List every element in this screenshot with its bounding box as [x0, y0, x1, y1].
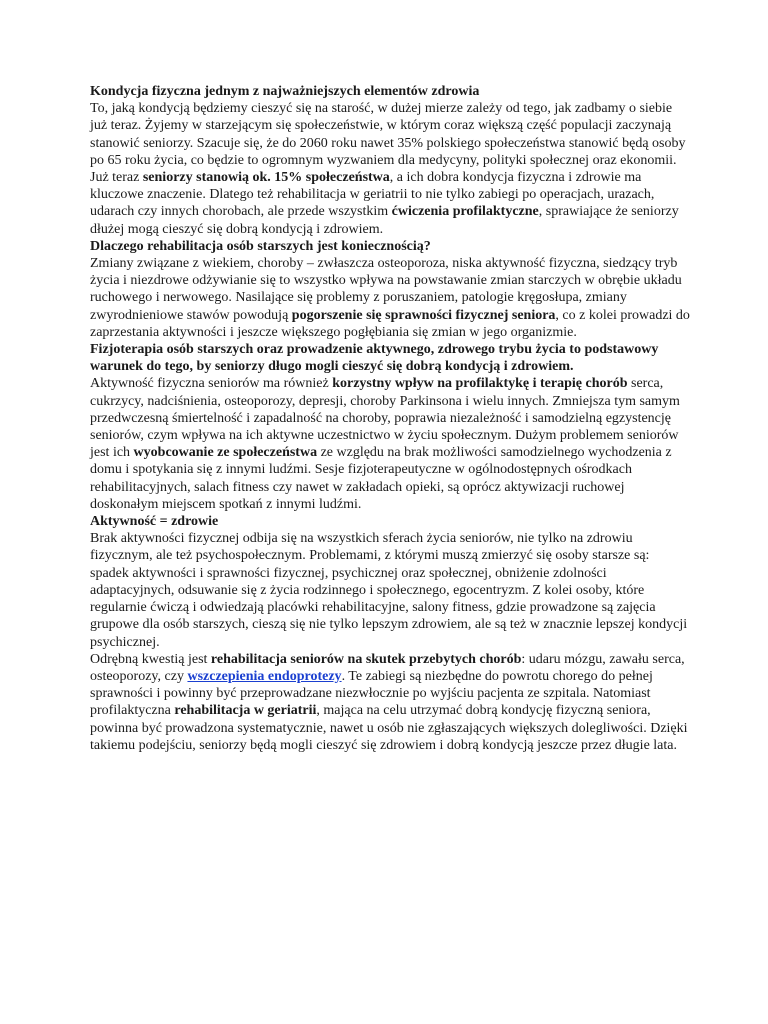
bold-text: rehabilitacja seniorów na skutek przebytych chorób	[210, 651, 522, 667]
endoprosthesis-link[interactable]: wszczepienia endoprotezy	[187, 668, 342, 684]
bold-text: seniorzy stanowią ok. 15% społeczeństwa	[142, 170, 390, 186]
heading-why-rehabilitation	[90, 238, 690, 255]
text-run: , co z kolei prowadzi do zaprzestania aktywności i jeszcze większego pogłębiania się zmian w jego organizmie.	[90, 307, 690, 340]
text-run: . Te zabiegi są niezbędne do powrotu chorego do pełnej sprawności i powinny być przeprowadzane niezwłocznie po wyjściu pacjenta ze szpitala. Natomiast profilaktyczna	[90, 668, 653, 719]
text-run: ze względu na brak możliwości samodzielnego wychodzenia z domu i spotykania się z innymi ludźmi. Sesje fizjoterapeutyczne w ogólnodostępnych ośrodkach rehabilitacyjnych, salach fitness czy nawet w zakładach opieki, są oprócz aktywizacji ruchowej doskonałym miejscem spotkań z innymi ludźmi.	[90, 445, 672, 512]
text-run: , mająca na celu utrzymać dobrą kondycję fizyczną seniora, powinna być prowadzona systematycznie, nawet u osób nie zgłaszających większych dolegliwości. Dzięki takiemu podejściu, seniorzy będą mogli cieszyć się zdrowiem i dobrą kondycją jeszcze przez długie lata.	[90, 703, 688, 753]
heading-physiotherapy	[90, 341, 690, 375]
heading-text: Fizjoterapia osób starszych oraz prowadzenie aktywnego, zdrowego trybu życia to podstawowy warunek do tego, by seniorzy długo mogli cieszyć się dobrą kondycją i zdrowiem.	[90, 342, 659, 375]
heading-physical-condition	[90, 83, 690, 100]
text-run: To, jaką kondycją będziemy cieszyć się na starość, w dużej mierze zależy od tego, jak zadbamy o siebie już teraz. Żyjemy w starzejącym się społeczeństwie, w którym coraz większą część populacji zaczynają stanowić seniorzy. Szacuje się, że do 2060 roku nawet 35% polskiego społeczeństwa stanowić będą osoby po 65 roku życia, co będzie to ogromnym wyzwaniem dla medycyny, polityki społecznej oraz ekonomii. Już teraz	[90, 101, 686, 186]
paragraph-post-illness-rehab	[90, 651, 690, 754]
bold-text: korzystny wpływ na profilaktykę i terapię chorób	[332, 376, 628, 392]
text-run: : udaru mózgu, zawału serca, osteoporozy, czy	[90, 651, 685, 684]
heading-text: Aktywność = zdrowie	[90, 514, 219, 530]
bold-text: wyobcowanie ze społeczeństwa	[133, 445, 318, 461]
paragraph-activity-benefits	[90, 375, 690, 513]
text-run: Zmiany związane z wiekiem, choroby – zwłaszcza osteoporoza, niska aktywność fizyczna, siedzący tryb życia i niezdrowe odżywianie się to wszystko wpływa na powstawanie zmian starczych w obrębie układu ruchowego i nerwowego. Nasilające się problemy z poruszaniem, patologie kręgosłupa, zmiany zwyrodnieniowe stawów powodują	[90, 256, 682, 323]
document-page	[90, 83, 690, 754]
bold-text: pogorszenie się sprawności fizycznej seniora	[291, 307, 556, 323]
text-run: , sprawiające że seniorzy dłużej mogą cieszyć się dobrą kondycją i zdrowiem.	[90, 204, 679, 237]
bold-text: ćwiczenia profilaktyczne	[391, 204, 539, 220]
bold-text: rehabilitacja w geriatrii	[174, 703, 317, 719]
paragraph-lack-of-activity: Brak aktywności fizycznej odbija się na wszystkich sferach życia seniorów, nie tylko na zdrowiu fizycznym, ale też psychospołecznym. Problemami, z którymi muszą zmierzyć się osoby starsze są: spadek aktywności i sprawności fizycznej, psychicznej oraz społecznej, obniżenie zdolności adaptacyjnych, odsuwanie się z życia rodzinnego i społecznego, egocentryzm. Z kolei osoby, które regularnie ćwiczą i odwiedzają placówki rehabilitacyjne, salony fitness, gdzie prowadzone są zajęcia grupowe dla osób starszych, cieszą się nie tylko lepszym zdrowiem, ale są też w znacznie lepszej kondycji psychicznej.	[90, 531, 688, 650]
text-run: Aktywność fizyczna seniorów ma również	[90, 376, 333, 392]
heading-text: Kondycja fizyczna jednym z najważniejszych elementów zdrowia	[90, 84, 480, 99]
text-run: serca, cukrzycy, nadciśnienia, osteoporozy, depresji, choroby Parkinsona i wielu innych. Zmniejsza tym samym przedwczesną śmiertelność i zapadalność na choroby, poprawia niezależność i samodzielną egzystencję seniorów, czym wpływa na ich aktywne uczestnictwo w życiu społecznym. Dużym problemem seniorów jest ich	[90, 376, 680, 461]
text-run: Odrębną kwestią jest	[90, 651, 211, 667]
paragraph-intro	[90, 100, 690, 238]
heading-text: Dlaczego rehabilitacja osób starszych jest koniecznością?	[90, 238, 431, 254]
heading-activity-health	[90, 513, 690, 530]
text-run: , a ich dobra kondycja fizyczna i zdrowie ma kluczowe znaczenie. Dlatego też rehabilitacja w geriatrii to nie tylko zabiegi po operacjach, urazach, udarach czy innych chorobach, ale przede wszystkim	[90, 170, 655, 220]
paragraph-age-changes	[90, 255, 690, 341]
